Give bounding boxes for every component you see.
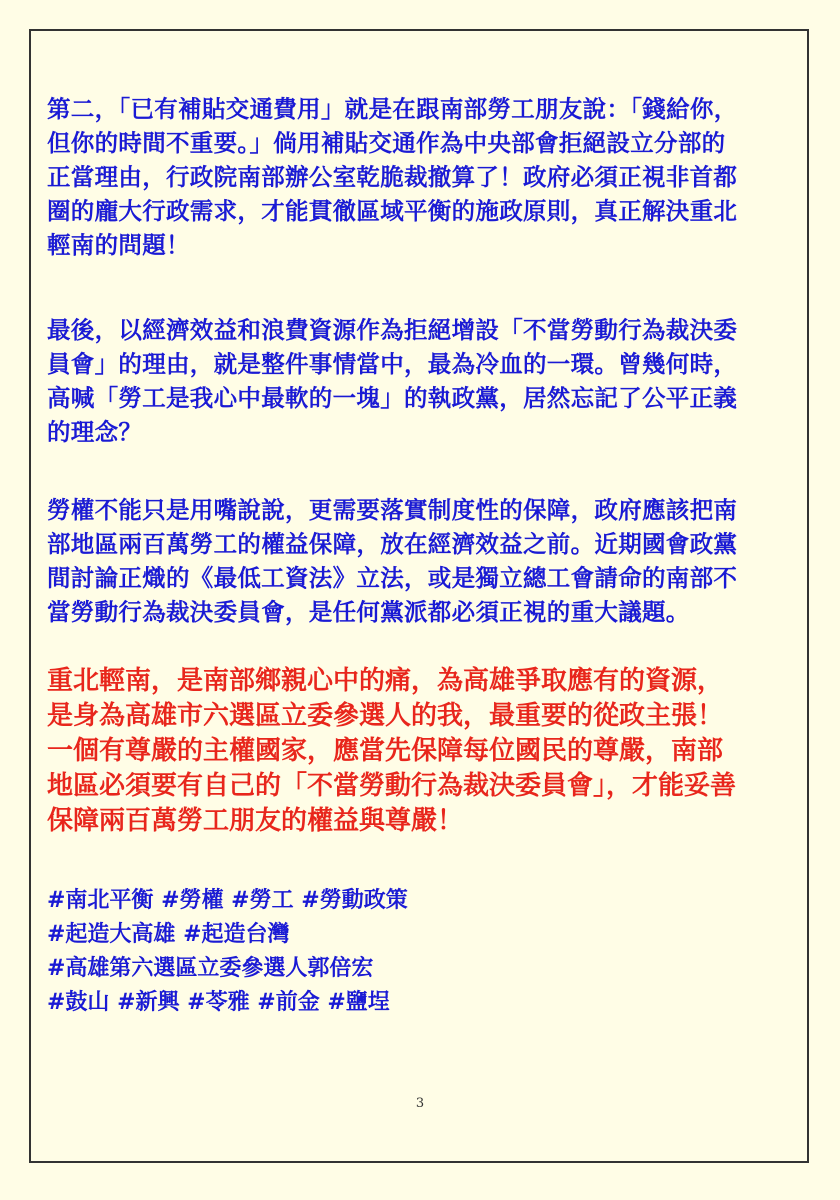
paragraph-line: 當勞動行為裁決委員會，是任何黨派都必須正視的重大議題。 (47, 598, 690, 626)
paragraph-line: 圈的龐大行政需求，才能貫徹區域平衡的施政原則，真正解決重北 (47, 197, 738, 225)
page-number: 3 (415, 1096, 425, 1111)
hashtag-line: #起造大高雄 #起造台灣 (47, 921, 290, 947)
paragraph-line: 勞權不能只是用嘴說說，更需要落實制度性的保障，政府應該把南 (47, 496, 738, 524)
highlight-line: 重北輕南，是南部鄉親心中的痛，為高雄爭取應有的資源， (47, 666, 724, 696)
hashtag-line: #鼓山 #新興 #苓雅 #前金 #鹽埕 (47, 989, 390, 1015)
paragraph-line: 高喊「勞工是我心中最軟的一塊」的執政黨，居然忘記了公平正義 (47, 384, 738, 412)
paragraph-line: 輕南的問題！ (47, 231, 190, 259)
paragraph-line: 的理念？ (47, 418, 143, 446)
paragraph-line: 第二，「已有補貼交通費用」就是在跟南部勞工朋友說：「錢給你， (47, 95, 738, 123)
paragraph-line: 部地區兩百萬勞工的權益保障，放在經濟效益之前。近期國會政黨 (47, 530, 738, 558)
highlight-statement (47, 664, 817, 839)
paragraph-line: 間討論正熾的《最低工資法》立法，或是獨立總工會請命的南部不 (47, 564, 738, 592)
paragraph-line: 正當理由，行政院南部辦公室乾脆裁撤算了！政府必須正視非首都 (47, 163, 738, 191)
highlight-line: 一個有尊嚴的主權國家，應當先保障每位國民的尊嚴，南部 (47, 736, 724, 766)
paragraph-line: 但你的時間不重要。」倘用補貼交通作為中央部會拒絕設立分部的 (47, 129, 726, 157)
highlight-line: 地區必須要有自己的「不當勞動行為裁決委員會」，才能妥善 (47, 771, 737, 801)
paragraph-line: 員會」的理由，就是整件事情當中，最為冷血的一環。曾幾何時， (47, 350, 738, 378)
highlight-line: 是身為高雄市六選區立委參選人的我，最重要的從政主張！ (47, 701, 724, 731)
hashtag-line: #南北平衡 #勞權 #勞工 #勞動政策 (47, 887, 408, 913)
hashtag-line: #高雄第六選區立委參選人郭倍宏 (47, 955, 374, 981)
paragraph-1 (47, 92, 807, 262)
paragraph-2 (47, 313, 807, 449)
highlight-line: 保障兩百萬勞工朋友的權益與尊嚴！ (47, 806, 464, 836)
hashtag-block (47, 883, 408, 1019)
paragraph-3 (47, 493, 807, 629)
paragraph-line: 最後，以經濟效益和浪費資源作為拒絕增設「不當勞動行為裁決委 (47, 316, 738, 344)
